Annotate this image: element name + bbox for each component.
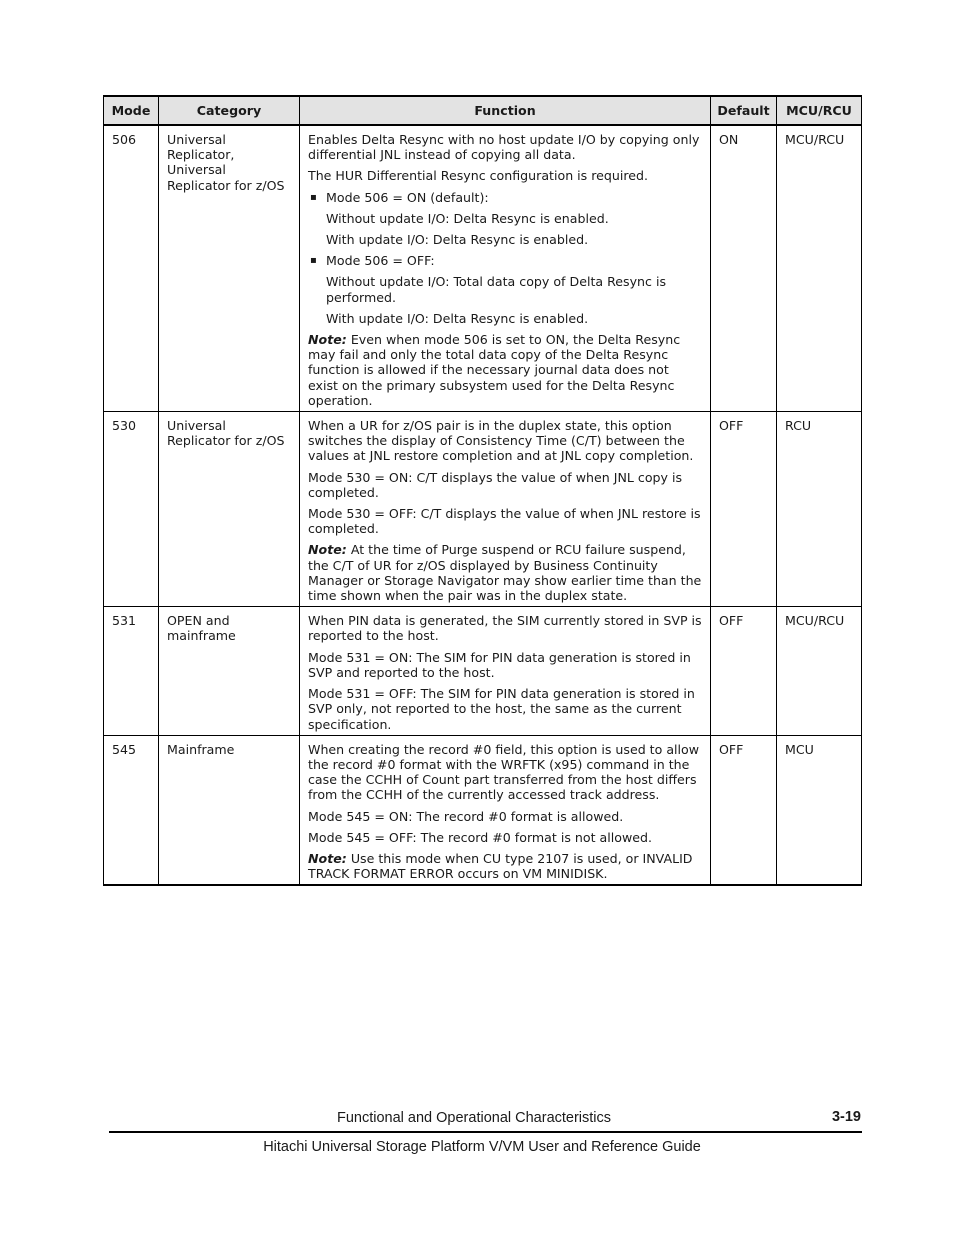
- note-paragraph: [308, 851, 702, 881]
- bullet-text: Mode 506 = OFF:: [326, 253, 435, 269]
- note-text: At the time of Purge suspend or RCU failure suspend, the C/T of UR for z/OS displayed by Business Continuity Manager or Storage Navigator may show earlier time than the time shown when the pair was in the duplex state.: [308, 542, 702, 604]
- cell-function: [300, 125, 711, 412]
- bullet-text: Mode 506 = ON (default):: [326, 189, 489, 205]
- note-label: Note:: [308, 850, 347, 866]
- footer-section-title: Functional and Operational Characteristics: [337, 1110, 612, 1126]
- table-row: [104, 607, 862, 735]
- function-paragraph: Mode 530 = OFF: C/T displays the value of when JNL restore is completed.: [308, 506, 701, 537]
- note-paragraph: [308, 542, 702, 603]
- cell-mode: 545: [104, 735, 159, 885]
- function-paragraph: When PIN data is generated, the SIM currently stored in SVP is reported to the host.: [308, 613, 702, 644]
- cell-category: Universal Replicator, Universal Replicator for z/OS: [159, 125, 300, 412]
- cell-function: [300, 412, 711, 607]
- cell-category: Universal Replicator for z/OS: [159, 412, 300, 607]
- function-paragraph: When creating the record #0 field, this option is used to allow the record #0 format with the WRFTK (x95) command in the case the CCHH of Count part transferred from the host differs from the CCHH of the currently accessed track address.: [308, 741, 700, 803]
- footer-book-title: Hitachi Universal Storage Platform V/VM User and Reference Guide: [263, 1139, 701, 1155]
- footer-page-number: 3-19: [831, 1109, 861, 1125]
- cell-default: ON: [711, 125, 777, 412]
- header-category: Category: [159, 96, 300, 125]
- cell-mode: 530: [104, 412, 159, 607]
- footer-divider: [109, 1131, 862, 1133]
- sub-item: Without update I/O: Delta Resync is enabled.: [326, 210, 609, 226]
- cell-mode: 506: [104, 125, 159, 412]
- function-paragraph: Mode 530 = ON: C/T displays the value of when JNL copy is completed.: [308, 469, 683, 500]
- table-row: [104, 412, 862, 607]
- table-row: [104, 125, 862, 412]
- sub-item: Without update I/O: Total data copy of Delta Resync is performed.: [326, 274, 667, 305]
- cell-default: OFF: [711, 607, 777, 735]
- cell-mode: 531: [104, 607, 159, 735]
- header-mcu-rcu: MCU/RCU: [777, 96, 862, 125]
- cell-category: OPEN and mainframe: [159, 607, 300, 735]
- cell-function: [300, 607, 711, 735]
- square-bullet-icon: ▪: [310, 255, 317, 267]
- function-paragraph: The HUR Differential Resync configuration is required.: [308, 168, 649, 184]
- cell-default: OFF: [711, 735, 777, 885]
- sub-item: With update I/O: Delta Resync is enabled.: [326, 310, 589, 326]
- bullet-item: [308, 190, 702, 205]
- bullet-item: [308, 253, 702, 268]
- function-paragraph: Mode 545 = ON: The record #0 format is allowed.: [308, 808, 624, 824]
- table-header-row: [104, 96, 862, 125]
- system-option-modes-table: [103, 95, 862, 886]
- cell-mcu-rcu: MCU: [777, 735, 862, 885]
- note-paragraph: [308, 332, 702, 408]
- cell-mcu-rcu: RCU: [777, 412, 862, 607]
- header-default: Default: [711, 96, 777, 125]
- cell-default: OFF: [711, 412, 777, 607]
- function-paragraph: When a UR for z/OS pair is in the duplex state, this option switches the display of Consistency Time (C/T) between the values at JNL restore completion and at JNL copy completion.: [308, 418, 694, 464]
- cell-function: [300, 735, 711, 885]
- cell-mcu-rcu: MCU/RCU: [777, 125, 862, 412]
- note-label: Note:: [308, 332, 347, 348]
- note-label: Note:: [308, 542, 347, 558]
- function-paragraph: Enables Delta Resync with no host update I/O by copying only differential JNL instead of copying all data.: [308, 132, 700, 163]
- note-text: Use this mode when CU type 2107 is used, or INVALID TRACK FORMAT ERROR occurs on VM MINIDISK.: [308, 850, 693, 882]
- table-row: [104, 735, 862, 885]
- cell-mcu-rcu: MCU/RCU: [777, 607, 862, 735]
- function-paragraph: Mode 531 = ON: The SIM for PIN data generation is stored in SVP and reported to the host.: [308, 649, 691, 680]
- sub-item: With update I/O: Delta Resync is enabled.: [326, 232, 589, 248]
- header-function: Function: [300, 96, 711, 125]
- function-paragraph: Mode 531 = OFF: The SIM for PIN data generation is stored in SVP only, not reported to the host, the same as the current specification.: [308, 686, 695, 732]
- function-paragraph: Mode 545 = OFF: The record #0 format is not allowed.: [308, 829, 652, 845]
- header-mode: Mode: [104, 96, 159, 125]
- cell-category: Mainframe: [159, 735, 300, 885]
- square-bullet-icon: ▪: [310, 191, 317, 203]
- note-text: Even when mode 506 is set to ON, the Delta Resync may fail and only the total data copy of the Delta Resync function is allowed if the necessary journal data does not exist on the primary subsystem used for the Delta Resync operation.: [308, 332, 681, 408]
